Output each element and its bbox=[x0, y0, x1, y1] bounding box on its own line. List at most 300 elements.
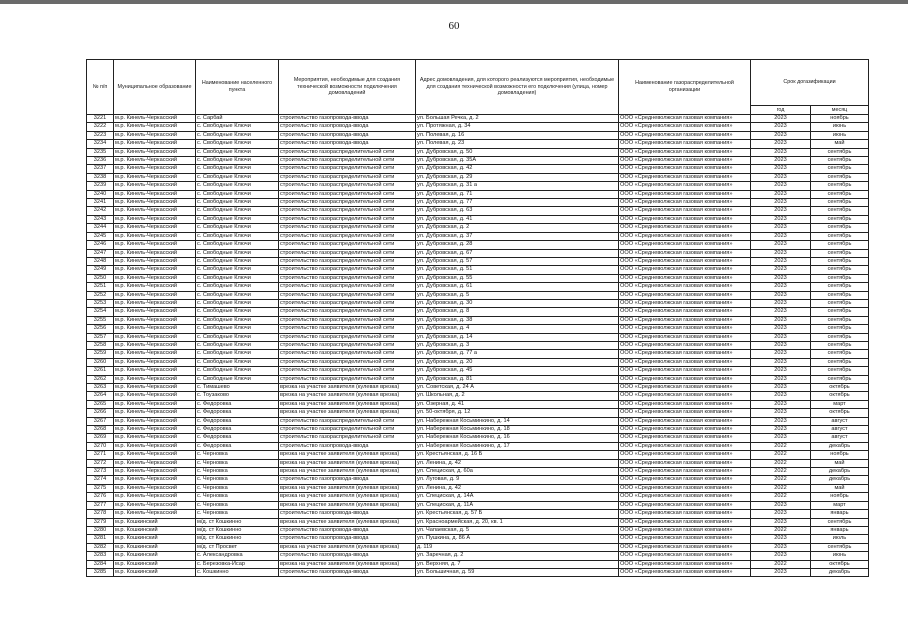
table-row bbox=[87, 459, 869, 467]
table-row bbox=[87, 568, 869, 576]
cell-measure: врезка на участке заявителя (кулевая врезка) bbox=[279, 484, 416, 492]
cell-settlement: с. Свободные Ключи bbox=[196, 249, 279, 257]
cell-organization: ООО «Средневолжская газовая компания» bbox=[619, 484, 751, 492]
cell-year: 2022 bbox=[751, 442, 811, 450]
cell-settlement: с. Свободные Ключи bbox=[196, 350, 279, 358]
cell-measure: врезка на участке заявителя (кулевая врезка) bbox=[279, 384, 416, 392]
cell-municipality: м.р. Кинель-Черкасский bbox=[114, 131, 196, 139]
cell-month: январь bbox=[811, 526, 869, 534]
cell-measure: строительство газораспределительной сети bbox=[279, 157, 416, 165]
table-row bbox=[87, 190, 869, 198]
cell-no: 3250 bbox=[87, 274, 114, 282]
cell-settlement: с. Свободные Ключи bbox=[196, 316, 279, 324]
cell-organization: ООО «Средневолжская газовая компания» bbox=[619, 409, 751, 417]
cell-month: сентябрь bbox=[811, 341, 869, 349]
cell-organization: ООО «Средневолжская газовая компания» bbox=[619, 535, 751, 543]
cell-address: ул. Дубровская, д. 57 bbox=[416, 257, 619, 265]
cell-settlement: с. Свободные Ключи bbox=[196, 257, 279, 265]
cell-organization: ООО «Средневолжская газовая компания» bbox=[619, 493, 751, 501]
table-row bbox=[87, 341, 869, 349]
header-deadline: Срок догазификации bbox=[751, 60, 869, 106]
cell-settlement: с. Свободные Ключи bbox=[196, 299, 279, 307]
cell-measure: врезка на участке заявителя (кулевая врезка) bbox=[279, 518, 416, 526]
cell-month: август bbox=[811, 434, 869, 442]
cell-year: 2023 bbox=[751, 207, 811, 215]
cell-month: сентябрь bbox=[811, 257, 869, 265]
cell-organization: ООО «Средневолжская газовая компания» bbox=[619, 392, 751, 400]
table-row bbox=[87, 442, 869, 450]
cell-month: сентябрь bbox=[811, 232, 869, 240]
cell-address: ул. Дубровская, д. 38 bbox=[416, 316, 619, 324]
cell-organization: ООО «Средневолжская газовая компания» bbox=[619, 115, 751, 123]
cell-municipality: м.р. Кинель-Черкасский bbox=[114, 182, 196, 190]
cell-no: 3285 bbox=[87, 568, 114, 576]
cell-no: 3261 bbox=[87, 367, 114, 375]
cell-address: ул. Набережная Косьминкино, д. 17 bbox=[416, 442, 619, 450]
cell-no: 3282 bbox=[87, 543, 114, 551]
cell-settlement: м/д. ст Кошкинно bbox=[196, 518, 279, 526]
cell-measure: врезка на участке заявителя (кулевая врезка) bbox=[279, 468, 416, 476]
cell-year: 2023 bbox=[751, 308, 811, 316]
table-row bbox=[87, 131, 869, 139]
header-no: № п/п bbox=[87, 60, 114, 115]
cell-address: ул. Протяжная, д. 34 bbox=[416, 123, 619, 131]
cell-month: декабрь bbox=[811, 476, 869, 484]
cell-settlement: с. Свободные Ключи bbox=[196, 274, 279, 282]
cell-year: 2022 bbox=[751, 468, 811, 476]
table-row bbox=[87, 266, 869, 274]
table-row bbox=[87, 518, 869, 526]
cell-year: 2022 bbox=[751, 484, 811, 492]
cell-month: сентябрь bbox=[811, 299, 869, 307]
table-row bbox=[87, 493, 869, 501]
cell-month: июнь bbox=[811, 552, 869, 560]
cell-measure: врезка на участке заявителя (кулевая врезка) bbox=[279, 392, 416, 400]
cell-municipality: м.р. Кинель-Черкасский bbox=[114, 140, 196, 148]
cell-settlement: с. Свободные Ключи bbox=[196, 358, 279, 366]
cell-measure: строительство газораспределительной сети bbox=[279, 207, 416, 215]
cell-no: 3249 bbox=[87, 266, 114, 274]
cell-settlement: с. Федоровка bbox=[196, 417, 279, 425]
cell-organization: ООО «Средневолжская газовая компания» bbox=[619, 131, 751, 139]
cell-municipality: м.р. Кинель-Черкасский bbox=[114, 341, 196, 349]
cell-no: 3268 bbox=[87, 426, 114, 434]
cell-organization: ООО «Средневолжская газовая компания» bbox=[619, 299, 751, 307]
cell-year: 2023 bbox=[751, 434, 811, 442]
table-row bbox=[87, 409, 869, 417]
table-row bbox=[87, 375, 869, 383]
cell-no: 3240 bbox=[87, 190, 114, 198]
cell-year: 2023 bbox=[751, 400, 811, 408]
table-row bbox=[87, 257, 869, 265]
table-row bbox=[87, 350, 869, 358]
cell-no: 3255 bbox=[87, 316, 114, 324]
table-row bbox=[87, 535, 869, 543]
cell-month: сентябрь bbox=[811, 148, 869, 156]
cell-month: октябрь bbox=[811, 560, 869, 568]
cell-month: сентябрь bbox=[811, 367, 869, 375]
cell-municipality: м.р. Кинель-Черкасский bbox=[114, 123, 196, 131]
cell-address: ул. Специская, д. 14А bbox=[416, 493, 619, 501]
cell-settlement: с. Кошкинно bbox=[196, 568, 279, 576]
cell-organization: ООО «Средневолжская газовая компания» bbox=[619, 459, 751, 467]
cell-no: 3263 bbox=[87, 384, 114, 392]
cell-address: ул. Верхняя, д. 7 bbox=[416, 560, 619, 568]
cell-month: сентябрь bbox=[811, 207, 869, 215]
cell-no: 3280 bbox=[87, 526, 114, 534]
cell-year: 2023 bbox=[751, 190, 811, 198]
cell-organization: ООО «Средневолжская газовая компания» bbox=[619, 291, 751, 299]
cell-no: 3242 bbox=[87, 207, 114, 215]
cell-year: 2023 bbox=[751, 325, 811, 333]
cell-settlement: с. Черновка bbox=[196, 493, 279, 501]
cell-no: 3278 bbox=[87, 510, 114, 518]
cell-address: ул. Ленина, д. 42 bbox=[416, 459, 619, 467]
cell-measure: врезка на участке заявителя (кулевая врезка) bbox=[279, 560, 416, 568]
cell-municipality: м.р. Кошкинский bbox=[114, 552, 196, 560]
table-row bbox=[87, 426, 869, 434]
table-row bbox=[87, 299, 869, 307]
cell-municipality: м.р. Кинель-Черкасский bbox=[114, 493, 196, 501]
cell-organization: ООО «Средневолжская газовая компания» bbox=[619, 249, 751, 257]
cell-settlement: с. Свободные Ключи bbox=[196, 182, 279, 190]
table-header bbox=[87, 60, 869, 115]
cell-month: май bbox=[811, 484, 869, 492]
cell-address: ул. Пушкина, д. 86 А bbox=[416, 535, 619, 543]
cell-municipality: м.р. Кинель-Черкасский bbox=[114, 417, 196, 425]
cell-year: 2023 bbox=[751, 131, 811, 139]
cell-measure: строительство газораспределительной сети bbox=[279, 350, 416, 358]
cell-month: март bbox=[811, 400, 869, 408]
cell-organization: ООО «Средневолжская газовая компания» bbox=[619, 123, 751, 131]
cell-measure: врезка на участке заявителя (кулевая врезка) bbox=[279, 459, 416, 467]
cell-settlement: с. Федоровка bbox=[196, 426, 279, 434]
cell-address: ул. Дубровская, д. 29 bbox=[416, 173, 619, 181]
cell-municipality: м.р. Кинель-Черкасский bbox=[114, 426, 196, 434]
header-address: Адрес домовладения, для которого реализуются мероприятия, необходимые для создания технической возможности его подключения (улица, номер домовладения) bbox=[416, 60, 619, 115]
cell-settlement: с. Тоузаково bbox=[196, 392, 279, 400]
cell-address: ул. Дубровская, д. 35А bbox=[416, 157, 619, 165]
cell-month: май bbox=[811, 140, 869, 148]
cell-measure: строительство газопровода-ввода bbox=[279, 140, 416, 148]
cell-measure: строительство газораспределительной сети bbox=[279, 173, 416, 181]
cell-year: 2022 bbox=[751, 560, 811, 568]
cell-no: 3241 bbox=[87, 199, 114, 207]
cell-no: 3276 bbox=[87, 493, 114, 501]
table-row bbox=[87, 241, 869, 249]
cell-no: 3274 bbox=[87, 476, 114, 484]
cell-year: 2023 bbox=[751, 165, 811, 173]
cell-month: сентябрь bbox=[811, 350, 869, 358]
table-row bbox=[87, 468, 869, 476]
cell-month: сентябрь bbox=[811, 173, 869, 181]
cell-address: ул. Дубровская, д. 81 bbox=[416, 375, 619, 383]
table-row bbox=[87, 224, 869, 232]
cell-organization: ООО «Средневолжская газовая компания» bbox=[619, 207, 751, 215]
cell-settlement: с. Свободные Ключи bbox=[196, 375, 279, 383]
cell-settlement: с. Тимашево bbox=[196, 384, 279, 392]
cell-month: сентябрь bbox=[811, 316, 869, 324]
cell-month: июнь bbox=[811, 123, 869, 131]
cell-address: ул. Дубровская, д. 2 bbox=[416, 224, 619, 232]
cell-no: 3248 bbox=[87, 257, 114, 265]
cell-settlement: с. Свободные Ключи bbox=[196, 131, 279, 139]
cell-address: ул. Дубровская, д. 50 bbox=[416, 148, 619, 156]
cell-organization: ООО «Средневолжская газовая компания» bbox=[619, 526, 751, 534]
cell-measure: строительство газопровода-ввода bbox=[279, 131, 416, 139]
cell-address: ул. Крестьянская, д. 57 Б bbox=[416, 510, 619, 518]
cell-month: сентябрь bbox=[811, 325, 869, 333]
table-row bbox=[87, 274, 869, 282]
cell-no: 3258 bbox=[87, 341, 114, 349]
cell-address: ул. Полевая, д. 16 bbox=[416, 131, 619, 139]
cell-no: 3235 bbox=[87, 148, 114, 156]
cell-settlement: с. Черновка bbox=[196, 484, 279, 492]
cell-address: ул. Набережная Косьминкино, д. 14 bbox=[416, 417, 619, 425]
table-row bbox=[87, 560, 869, 568]
cell-settlement: с. Александровка bbox=[196, 552, 279, 560]
cell-municipality: м.р. Кинель-Черкасский bbox=[114, 232, 196, 240]
cell-year: 2023 bbox=[751, 392, 811, 400]
cell-municipality: м.р. Кинель-Черкасский bbox=[114, 165, 196, 173]
table-row bbox=[87, 165, 869, 173]
cell-address: ул. Дубровская, д. 20 bbox=[416, 358, 619, 366]
cell-municipality: м.р. Кинель-Черкасский bbox=[114, 291, 196, 299]
cell-no: 3234 bbox=[87, 140, 114, 148]
cell-municipality: м.р. Кинель-Черкасский bbox=[114, 375, 196, 383]
cell-no: 3221 bbox=[87, 115, 114, 123]
cell-month: июль bbox=[811, 535, 869, 543]
cell-address: ул. Чапаевская, д. 5 bbox=[416, 526, 619, 534]
cell-municipality: м.р. Кинель-Черкасский bbox=[114, 199, 196, 207]
cell-measure: строительство газораспределительной сети bbox=[279, 182, 416, 190]
cell-settlement: с. Свободные Ключи bbox=[196, 190, 279, 198]
cell-year: 2023 bbox=[751, 123, 811, 131]
cell-municipality: м.р. Кинель-Черкасский bbox=[114, 241, 196, 249]
cell-address: ул. Дубровская, д. 77 а bbox=[416, 350, 619, 358]
table-row bbox=[87, 384, 869, 392]
cell-month: сентябрь bbox=[811, 543, 869, 551]
cell-organization: ООО «Средневолжская газовая компания» bbox=[619, 140, 751, 148]
cell-no: 3236 bbox=[87, 157, 114, 165]
cell-municipality: м.р. Кинель-Черкасский bbox=[114, 308, 196, 316]
cell-address: ул. Заречная, д. 2 bbox=[416, 552, 619, 560]
cell-measure: строительство газопровода-ввода bbox=[279, 442, 416, 450]
cell-month: сентябрь bbox=[811, 182, 869, 190]
cell-municipality: м.р. Кинель-Черкасский bbox=[114, 207, 196, 215]
cell-address: ул. Дубровская, д. 5 bbox=[416, 291, 619, 299]
cell-month: декабрь bbox=[811, 568, 869, 576]
cell-no: 3277 bbox=[87, 501, 114, 509]
cell-measure: строительство газораспределительной сети bbox=[279, 333, 416, 341]
cell-settlement: м/д. ст Просвет bbox=[196, 543, 279, 551]
table-row bbox=[87, 157, 869, 165]
cell-no: 3271 bbox=[87, 451, 114, 459]
cell-address: ул. Дубровская, д. 8 bbox=[416, 308, 619, 316]
cell-municipality: м.р. Кинель-Черкасский bbox=[114, 316, 196, 324]
table-row bbox=[87, 333, 869, 341]
cell-address: ул. Дубровская, д. 67 bbox=[416, 249, 619, 257]
cell-year: 2023 bbox=[751, 274, 811, 282]
cell-municipality: м.р. Кинель-Черкасский bbox=[114, 442, 196, 450]
cell-address: ул. Дубровская, д. 45 bbox=[416, 367, 619, 375]
cell-settlement: с. Федоровка bbox=[196, 442, 279, 450]
cell-municipality: м.р. Кинель-Черкасский bbox=[114, 325, 196, 333]
cell-month: август bbox=[811, 417, 869, 425]
cell-address: ул. Полевая, д. 23 bbox=[416, 140, 619, 148]
table-row bbox=[87, 215, 869, 223]
cell-municipality: м.р. Кинель-Черкасский bbox=[114, 358, 196, 366]
cell-year: 2023 bbox=[751, 140, 811, 148]
cell-no: 3243 bbox=[87, 215, 114, 223]
header-measures: Мероприятия, необходимые для создания технической возможности подключения домовладений bbox=[279, 60, 416, 115]
cell-organization: ООО «Средневолжская газовая компания» bbox=[619, 358, 751, 366]
cell-no: 3262 bbox=[87, 375, 114, 383]
cell-settlement: с. Свободные Ключи bbox=[196, 325, 279, 333]
cell-measure: строительство газораспределительной сети bbox=[279, 199, 416, 207]
table-row bbox=[87, 400, 869, 408]
cell-address: ул. Дубровская, д. 28 bbox=[416, 241, 619, 249]
cell-no: 3223 bbox=[87, 131, 114, 139]
cell-measure: строительство газораспределительной сети bbox=[279, 417, 416, 425]
cell-organization: ООО «Средневолжская газовая компания» bbox=[619, 341, 751, 349]
cell-organization: ООО «Средневолжская газовая компания» bbox=[619, 442, 751, 450]
cell-address: ул. Специская, д. 60а bbox=[416, 468, 619, 476]
cell-municipality: м.р. Кинель-Черкасский bbox=[114, 224, 196, 232]
cell-measure: строительство газопровода-ввода bbox=[279, 510, 416, 518]
cell-municipality: м.р. Кошкинский bbox=[114, 543, 196, 551]
cell-no: 3245 bbox=[87, 232, 114, 240]
cell-address: ул. Дубровская, д. 4 bbox=[416, 325, 619, 333]
cell-organization: ООО «Средневолжская газовая компания» bbox=[619, 367, 751, 375]
cell-organization: ООО «Средневолжская газовая компания» bbox=[619, 501, 751, 509]
cell-settlement: с. Свободные Ключи bbox=[196, 140, 279, 148]
cell-organization: ООО «Средневолжская газовая компания» bbox=[619, 417, 751, 425]
cell-organization: ООО «Средневолжская газовая компания» bbox=[619, 199, 751, 207]
cell-settlement: с. Свободные Ключи bbox=[196, 341, 279, 349]
cell-no: 3283 bbox=[87, 552, 114, 560]
cell-organization: ООО «Средневолжская газовая компания» bbox=[619, 568, 751, 576]
cell-month: май bbox=[811, 459, 869, 467]
cell-address: ул. Дубровская, д. 3 bbox=[416, 341, 619, 349]
cell-settlement: м/д. ст Кошкинно bbox=[196, 526, 279, 534]
cell-organization: ООО «Средневолжская газовая компания» bbox=[619, 224, 751, 232]
cell-organization: ООО «Средневолжская газовая компания» bbox=[619, 560, 751, 568]
cell-settlement: с. Свободные Ключи bbox=[196, 283, 279, 291]
cell-municipality: м.р. Кинель-Черкасский bbox=[114, 283, 196, 291]
cell-year: 2022 bbox=[751, 493, 811, 501]
cell-year: 2023 bbox=[751, 283, 811, 291]
cell-address: ул. Луговая, д. 9 bbox=[416, 476, 619, 484]
cell-municipality: м.р. Кинель-Черкасский bbox=[114, 257, 196, 265]
cell-measure: строительство газораспределительной сети bbox=[279, 426, 416, 434]
cell-measure: врезка на участке заявителя (кулевая врезка) bbox=[279, 409, 416, 417]
cell-month: октябрь bbox=[811, 384, 869, 392]
cell-organization: ООО «Средневолжская газовая компания» bbox=[619, 182, 751, 190]
cell-settlement: с. Свободные Ключи bbox=[196, 123, 279, 131]
cell-measure: строительство газораспределительной сети bbox=[279, 316, 416, 324]
cell-municipality: м.р. Кинель-Черкасский bbox=[114, 266, 196, 274]
cell-municipality: м.р. Кинель-Черкасский bbox=[114, 367, 196, 375]
cell-organization: ООО «Средневолжская газовая компания» bbox=[619, 468, 751, 476]
cell-month: сентябрь bbox=[811, 518, 869, 526]
page-number: 60 bbox=[448, 20, 460, 32]
cell-month: сентябрь bbox=[811, 308, 869, 316]
cell-organization: ООО «Средневолжская газовая компания» bbox=[619, 476, 751, 484]
cell-month: декабрь bbox=[811, 468, 869, 476]
cell-year: 2023 bbox=[751, 173, 811, 181]
table-row bbox=[87, 232, 869, 240]
table-row bbox=[87, 451, 869, 459]
cell-year: 2023 bbox=[751, 426, 811, 434]
cell-organization: ООО «Средневолжская газовая компания» bbox=[619, 283, 751, 291]
cell-month: сентябрь bbox=[811, 266, 869, 274]
cell-organization: ООО «Средневолжская газовая компания» bbox=[619, 552, 751, 560]
cell-measure: строительство газораспределительной сети bbox=[279, 375, 416, 383]
table-row bbox=[87, 316, 869, 324]
table-row bbox=[87, 476, 869, 484]
cell-month: сентябрь bbox=[811, 199, 869, 207]
cell-address: ул. Большичная, д. 59 bbox=[416, 568, 619, 576]
cell-year: 2023 bbox=[751, 157, 811, 165]
cell-measure: строительство газораспределительной сети bbox=[279, 266, 416, 274]
table-row bbox=[87, 552, 869, 560]
cell-settlement: с. Черновка bbox=[196, 459, 279, 467]
table-row bbox=[87, 173, 869, 181]
cell-year: 2023 bbox=[751, 417, 811, 425]
cell-month: ноябрь bbox=[811, 493, 869, 501]
cell-organization: ООО «Средневолжская газовая компания» bbox=[619, 375, 751, 383]
scan-top-edge bbox=[0, 0, 908, 4]
cell-no: 3273 bbox=[87, 468, 114, 476]
cell-no: 3266 bbox=[87, 409, 114, 417]
table-row bbox=[87, 291, 869, 299]
cell-no: 3247 bbox=[87, 249, 114, 257]
cell-organization: ООО «Средневолжская газовая компания» bbox=[619, 451, 751, 459]
cell-settlement: с. Свободные Ключи bbox=[196, 215, 279, 223]
cell-year: 2023 bbox=[751, 375, 811, 383]
cell-no: 3275 bbox=[87, 484, 114, 492]
cell-address: ул. Большая Речка, д. 2 bbox=[416, 115, 619, 123]
cell-settlement: с. Свободные Ключи bbox=[196, 148, 279, 156]
cell-month: сентябрь bbox=[811, 375, 869, 383]
cell-address: ул. Дубровская, д. 63 bbox=[416, 207, 619, 215]
cell-municipality: м.р. Кинель-Черкасский bbox=[114, 468, 196, 476]
cell-municipality: м.р. Кинель-Черкасский bbox=[114, 501, 196, 509]
cell-settlement: с. Черновка bbox=[196, 501, 279, 509]
cell-measure: строительство газопровода-ввода bbox=[279, 476, 416, 484]
cell-address: ул. Ленина, д. 42 bbox=[416, 484, 619, 492]
cell-organization: ООО «Средневолжская газовая компания» bbox=[619, 350, 751, 358]
cell-month: октябрь bbox=[811, 392, 869, 400]
cell-municipality: м.р. Кинель-Черкасский bbox=[114, 400, 196, 408]
cell-settlement: с. Сарбай bbox=[196, 115, 279, 123]
cell-measure: строительство газораспределительной сети bbox=[279, 274, 416, 282]
cell-measure: строительство газораспределительной сети bbox=[279, 434, 416, 442]
cell-month: октябрь bbox=[811, 409, 869, 417]
table-row bbox=[87, 140, 869, 148]
cell-no: 3246 bbox=[87, 241, 114, 249]
cell-address: ул. Дубровская, д. 55 bbox=[416, 274, 619, 282]
cell-year: 2022 bbox=[751, 526, 811, 534]
cell-no: 3264 bbox=[87, 392, 114, 400]
cell-month: сентябрь bbox=[811, 157, 869, 165]
cell-settlement: с. Федоровка bbox=[196, 409, 279, 417]
cell-year: 2023 bbox=[751, 199, 811, 207]
cell-municipality: м.р. Кинель-Черкасский bbox=[114, 451, 196, 459]
cell-month: сентябрь bbox=[811, 165, 869, 173]
cell-year: 2023 bbox=[751, 333, 811, 341]
